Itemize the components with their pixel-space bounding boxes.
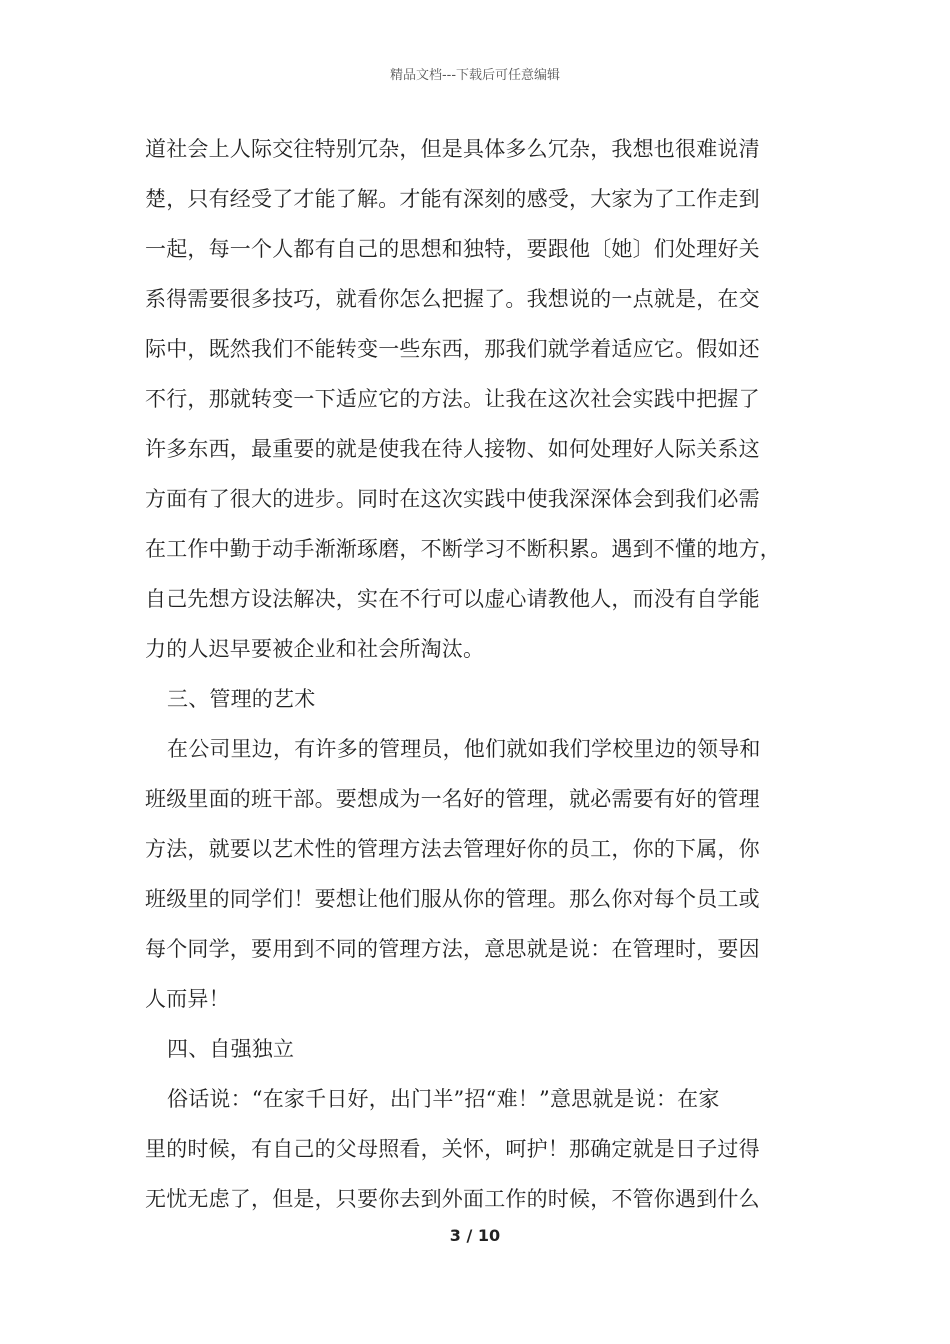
paragraph-line: 系得需要很多技巧，就看你怎么把握了。我想说的一点就是，在交 — [145, 287, 760, 311]
paragraph-line: 班级里面的班干部。要想成为一名好的管理，就必需要有好的管理 — [145, 787, 760, 811]
paragraph-line: 力的人迟早要被企业和社会所淘汰。 — [145, 637, 485, 661]
paragraph-line: 在公司里边，有许多的管理员，他们就如我们学校里边的领导和 — [167, 737, 761, 761]
paragraph-line: 楚，只有经受了才能了解。才能有深刻的感受，大家为了工作走到 — [145, 187, 760, 211]
paragraph-line: 不行，那就转变一下适应它的方法。让我在这次社会实践中把握了 — [145, 387, 760, 411]
paragraph-line: 每个同学，要用到不同的管理方法，意思就是说：在管理时，要因 — [145, 937, 760, 961]
paragraph-line: 里的时候，有自己的父母照看，关怀，呵护！那确定就是日子过得 — [145, 1137, 760, 1161]
paragraph-line: 班级里的同学们！要想让他们服从你的管理。那么你对每个员工或 — [145, 887, 760, 911]
paragraph-line: 方法，就要以艺术性的管理方法去管理好你的员工，你的下属，你 — [145, 837, 760, 861]
paragraph-line: 许多东西，最重要的就是使我在待人接物、如何处理好人际关系这 — [145, 437, 760, 461]
paragraph-line: 无忧无虑了，但是，只要你去到外面工作的时候，不管你遇到什么 — [145, 1187, 760, 1211]
paragraph-line: 道社会上人际交往特别冗杂，但是具体多么冗杂，我想也很难说清 — [145, 137, 760, 161]
page-header: 精品文档---下载后可任意编辑 — [389, 68, 561, 83]
paragraph-line: 自己先想方设法解决，实在不行可以虚心请教他人，而没有自学能 — [145, 587, 760, 611]
paragraph-line: 俗话说：“在家千日好，出门半”招“难！”意思就是说：在家 — [167, 1087, 720, 1111]
paragraph-line: 一起，每一个人都有自己的思想和独特，要跟他〔她〕们处理好关 — [145, 237, 760, 261]
document-body — [145, 124, 825, 1224]
section-heading-self-reliance: 四、自强独立 — [167, 1037, 295, 1061]
paragraph-line: 人而异！ — [145, 987, 230, 1011]
paragraph-line: 际中，既然我们不能转变一些东西，那我们就学着适应它。假如还 — [145, 337, 760, 361]
page-number: 3 / 10 — [449, 1226, 501, 1245]
section-heading-management-art: 三、管理的艺术 — [167, 687, 316, 711]
paragraph-line: 方面有了很大的进步。同时在这次实践中使我深深体会到我们必需 — [145, 487, 760, 511]
paragraph-line: 在工作中勤于动手渐渐琢磨，不断学习不断积累。遇到不懂的地方， — [145, 537, 781, 561]
